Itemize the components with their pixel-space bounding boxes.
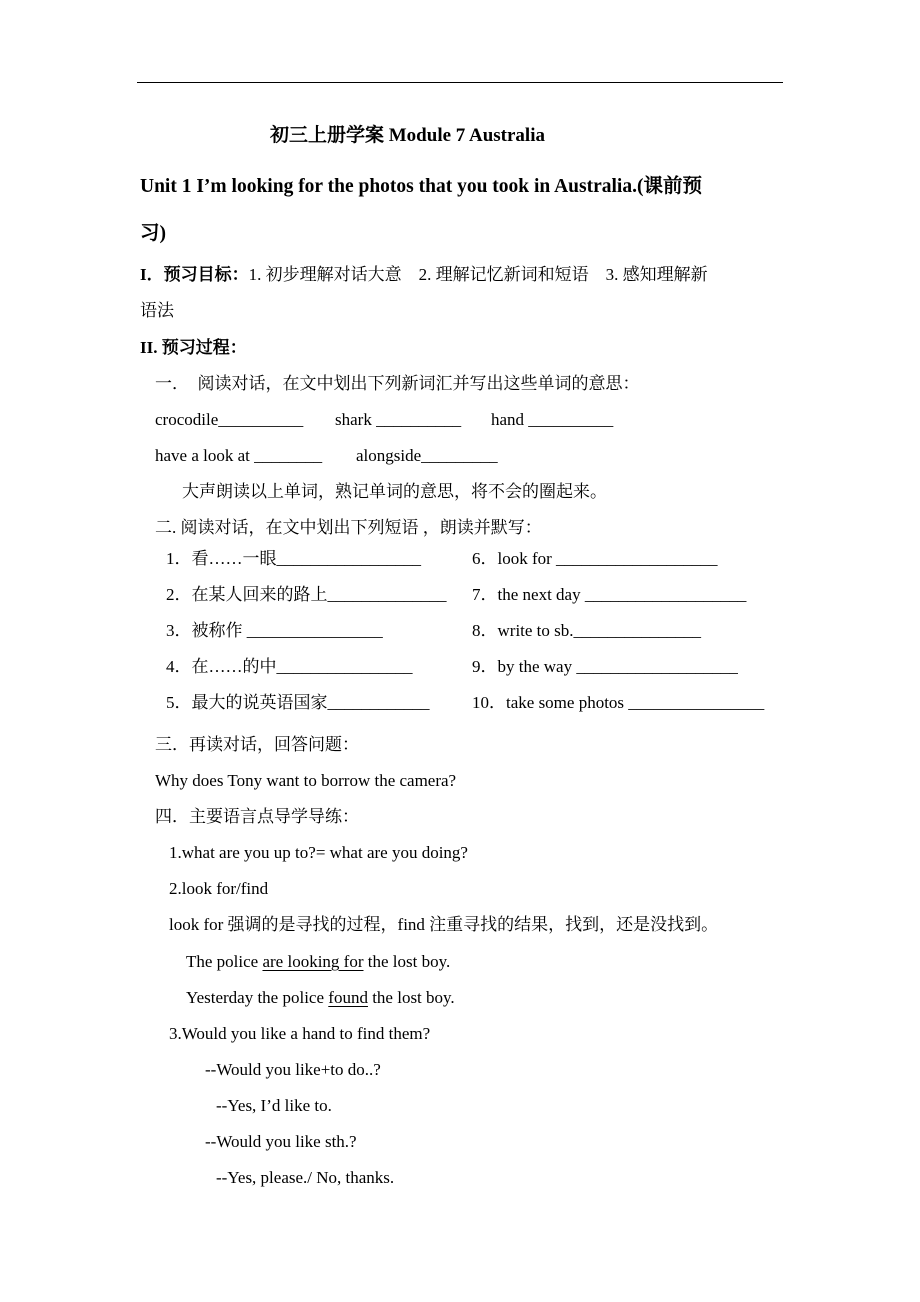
phrase-6: 6．look for ___________________ (472, 549, 718, 568)
section2-instruction: 二. 阅读对话，在文中划出下列短语 ，朗读并默写： (155, 518, 542, 537)
phrase-7: 7．the next day ___________________ (472, 585, 747, 604)
goals-line1 (140, 264, 708, 286)
phrase-5: 5．最大的说英语国家____________ (166, 693, 430, 712)
example-2-underlined: found (328, 988, 368, 1007)
phrase-8: 8．write to sb._______________ (472, 621, 702, 640)
phrase-4: 4．在……的中________________ (166, 657, 413, 676)
phrase-9: 9．by the way ___________________ (472, 657, 738, 676)
header-rule (137, 82, 783, 83)
word-shark: shark __________ (335, 410, 462, 429)
unit-heading-line2: 习) (140, 223, 166, 244)
phrase-2: 2．在某人回来的路上______________ (166, 585, 447, 604)
word-have-a-look-at: have a look at ________ (155, 446, 323, 465)
unit-heading-line1: Unit 1 I’m looking for the photos that you took in Australia.(课前预 (140, 176, 702, 197)
section4-instruction: 四．主要语言点导学导练： (155, 807, 359, 826)
point-2: 2.look for/find (169, 879, 269, 898)
phrase-1: 1．看……一眼_________________ (166, 549, 421, 568)
example-2-before: Yesterday the police (186, 988, 329, 1007)
phrase-10: 10．take some photos ________________ (472, 693, 765, 712)
word-hand: hand __________ (491, 410, 614, 429)
page-title: 初三上册学案 Module 7 Australia (270, 125, 545, 146)
example-2-after: the lost boy. (367, 988, 455, 1007)
dialog-line-4: --Yes, please./ No, thanks. (216, 1168, 395, 1187)
example-1 (186, 951, 450, 973)
process-label: II. 预习过程： (140, 338, 247, 357)
goals-label: I．预习目标： (140, 265, 249, 284)
dialog-line-3: --Would you like sth.? (205, 1132, 357, 1151)
example-1-before: The police (186, 952, 263, 971)
dialog-line-2: --Yes, I’d like to. (216, 1096, 332, 1115)
section3-question: Why does Tony want to borrow the camera? (155, 771, 457, 790)
goals-line2: 语法 (140, 301, 174, 320)
section1-note: 大声朗读以上单词，熟记单词的意思，将不会的圈起来。 (182, 482, 607, 501)
word-alongside: alongside_________ (356, 446, 498, 465)
section1-instruction: 一． 阅读对话，在文中划出下列新词汇并写出这些单词的意思： (155, 374, 640, 393)
phrase-3: 3．被称作 ________________ (166, 621, 383, 640)
example-2 (186, 987, 455, 1009)
point-1: 1.what are you up to?= what are you doing? (169, 843, 468, 862)
word-crocodile: crocodile__________ (155, 410, 304, 429)
example-1-underlined: are looking for (262, 952, 364, 971)
point-2-explanation: look for 强调的是寻找的过程，find 注重寻找的结果，找到，还是没找到。 (169, 915, 719, 934)
point-3: 3.Would you like a hand to find them? (169, 1024, 431, 1043)
dialog-line-1: --Would you like+to do..? (205, 1060, 381, 1079)
section3-instruction: 三．再读对话，回答问题： (155, 735, 359, 754)
example-1-after: the lost boy. (363, 952, 451, 971)
goals-text-line1: 1. 初步理解对话大意 2. 理解记忆新词和短语 3. 感知理解新 (248, 265, 708, 284)
